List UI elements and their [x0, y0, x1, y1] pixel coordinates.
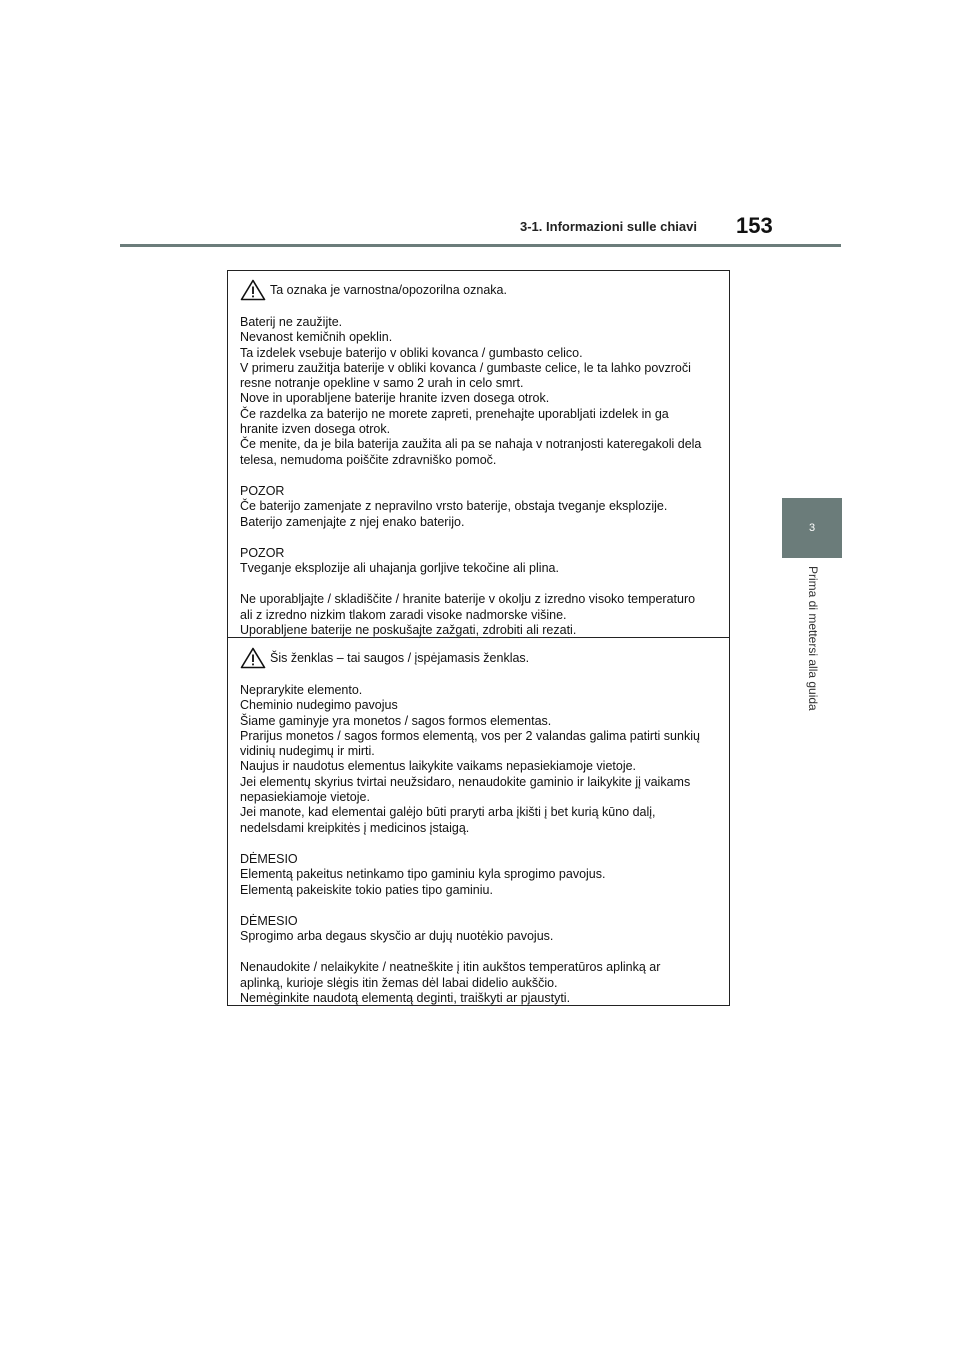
- notice-panel-lithuanian: [228, 639, 729, 1005]
- warning-sign-row: [240, 279, 717, 301]
- text-line: Uporabljene baterije ne poskušajte zažgati, zdrobiti ali rezati.: [240, 623, 577, 638]
- text-line: Jei elementų skyrius tvirtai neužsidaro, nenaudokite gaminio ir laikykite jį vaikams: [240, 774, 691, 789]
- chapter-tab: [782, 498, 842, 558]
- text-line: nepasiekiamoje vietoje.: [240, 790, 370, 805]
- text-line: Baterijo zamenjajte z njej enako baterijo.: [240, 514, 465, 529]
- text-line: Če razdelka za baterijo ne morete zapreti, prenehajte uporabljati izdelek in ga: [240, 406, 669, 421]
- text-line: Prarijus monetos / sagos formos elementą, vos per 2 valandas galima patirti sunkių: [240, 728, 700, 743]
- warning-sign-text: Ta oznaka je varnostna/opozorilna oznaka.: [270, 282, 507, 297]
- warning-block-explosion: [240, 914, 717, 945]
- text-line: aplinką, kurioje slėgis itin žemas dėl labai didelio aukščio.: [240, 975, 558, 990]
- text-line: Cheminio nudegimo pavojus: [240, 698, 398, 713]
- text-line: Sprogimo arba degaus skysčio ar dujų nuotėkio pavojus.: [240, 929, 554, 944]
- text-line: Ta izdelek vsebuje baterijo v obliki kovanca / gumbasto celico.: [240, 345, 583, 360]
- text-line: telesa, nemudoma poiščite zdravniško pomoč.: [240, 452, 497, 467]
- warning-block-ingestion: [240, 315, 717, 468]
- section-title: 3-1. Informazioni sulle chiavi: [520, 219, 697, 234]
- warning-sign-row: [240, 647, 717, 669]
- panel-divider: [228, 637, 729, 638]
- warning-triangle-icon: [240, 279, 266, 301]
- text-line: Nemėginkite naudotą elementą deginti, traiškyti ar pjaustyti.: [240, 991, 571, 1006]
- text-line: Nenaudokite / nelaikykite / neatneškite į itin aukštos temperatūros aplinką ar: [240, 960, 661, 975]
- warning-block-caution: [240, 852, 717, 898]
- page-number: 153: [736, 213, 773, 238]
- notice-panel-slovenian: [228, 271, 729, 638]
- warning-block-explosion: [240, 546, 717, 577]
- text-line: Neprarykite elemento.: [240, 683, 363, 697]
- text-line: Tveganje eksplozije ali uhajanja gorljive tekočine ali plina.: [240, 561, 559, 576]
- text-line: vidinių nudegimų ir mirti.: [240, 744, 375, 759]
- chapter-number: 3: [808, 522, 816, 534]
- text-line: Naujus ir naudotus elementus laikykite vaikams nepasiekiamoje vietoje.: [240, 759, 637, 774]
- text-line: Elementą pakeitus netinkamo tipo gaminiu kyla sprogimo pavojus.: [240, 867, 606, 882]
- text-line: DĖMESIO: [240, 913, 298, 928]
- safety-notice-box: [227, 270, 730, 1006]
- warning-block-caution: [240, 484, 717, 530]
- text-line: resne notranje opekline v samo 2 urah in celo smrt.: [240, 376, 524, 391]
- text-line: Če baterijo zamenjate z nepravilno vrsto baterije, obstaja tveganje eksplozije.: [240, 499, 668, 514]
- text-line: V primeru zaužitja baterije v obliki kovanca / gumbaste celice, le ta lahko povzroči: [240, 360, 691, 375]
- text-line: hranite izven dosega otrok.: [240, 422, 391, 437]
- text-line: DĖMESIO: [240, 851, 298, 866]
- text-line: Elementą pakeiskite tokio paties tipo gaminiu.: [240, 882, 493, 897]
- warning-block-ingestion: [240, 683, 717, 836]
- text-line: ali z izredno nizkim tlakom zaradi visoke nadmorske višine.: [240, 607, 567, 622]
- chapter-title-vertical: Prima di mettersi alla guida: [806, 566, 820, 711]
- text-line: Baterij ne zaužijte.: [240, 315, 343, 329]
- text-line: Nevanost kemičnih opeklin.: [240, 330, 393, 345]
- warning-triangle-icon: [240, 647, 266, 669]
- text-line: POZOR: [240, 483, 285, 498]
- warning-block-environment: [240, 960, 717, 1006]
- text-line: Ne uporabljajte / skladiščite / hranite baterije v okolju z izredno visoko temperaturo: [240, 592, 696, 607]
- text-line: Jei manote, kad elementai galėjo būti praryti arba įkišti į bet kurią kūno dalį,: [240, 805, 656, 820]
- header-rule: [120, 244, 841, 247]
- text-line: nedelsdami kreipkitės į medicinos įstaigą.: [240, 820, 470, 835]
- text-line: POZOR: [240, 545, 285, 560]
- warning-sign-text: Šis ženklas – tai saugos / įspėjamasis ženklas.: [270, 650, 530, 665]
- warning-block-environment: [240, 592, 717, 638]
- text-line: Če menite, da je bila baterija zaužita ali pa se nahaja v notranjosti kateregakoli dela: [240, 437, 702, 452]
- text-line: Nove in uporabljene baterije hranite izven dosega otrok.: [240, 391, 550, 406]
- text-line: Šiame gaminyje yra monetos / sagos formos elementas.: [240, 713, 552, 728]
